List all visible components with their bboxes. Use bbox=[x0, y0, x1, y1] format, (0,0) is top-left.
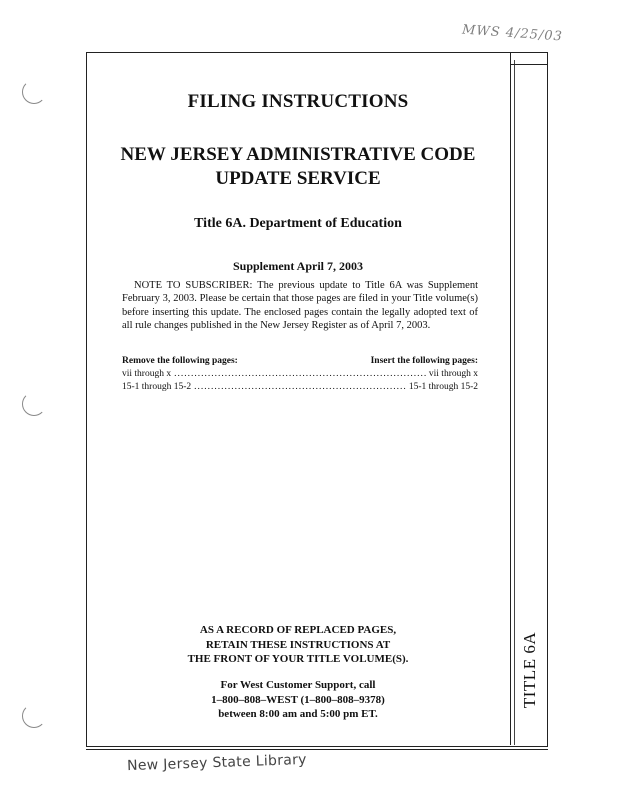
table-header bbox=[122, 355, 478, 368]
table-row bbox=[122, 381, 478, 394]
remove-pages: 15-1 through 15-2 bbox=[122, 382, 192, 392]
title-department: Title 6A. Department of Education bbox=[194, 216, 402, 231]
page-replacement-table bbox=[122, 355, 478, 394]
support-line: For West Customer Support, call bbox=[220, 679, 376, 691]
title-tab-top-rule bbox=[510, 64, 548, 65]
library-stamp: New Jersey State Library bbox=[126, 751, 308, 775]
page-heading: FILING INSTRUCTIONS bbox=[187, 91, 409, 112]
code-title-line-2: UPDATE SERVICE bbox=[215, 168, 381, 189]
page-border-bottom-rule bbox=[86, 749, 548, 750]
leader-dots bbox=[174, 368, 426, 381]
support-hours: between 8:00 am and 5:00 pm ET. bbox=[218, 708, 378, 720]
punch-hole-top bbox=[22, 80, 46, 104]
title-tab-label: TITLE 6A bbox=[520, 631, 540, 709]
customer-support bbox=[100, 678, 496, 722]
title-tab-border bbox=[510, 52, 511, 745]
code-title-line-1: NEW JERSEY ADMINISTRATIVE CODE bbox=[120, 144, 476, 165]
insert-header: Insert the following pages: bbox=[370, 356, 478, 366]
title-tab bbox=[512, 630, 548, 710]
table-row bbox=[122, 368, 478, 381]
note-to-subscriber: NOTE TO SUBSCRIBER: The previous update to Title 6A was Supplement February 3, 2003. Please be certain that those pages are filed in your Title volume(s) before inserting this update. The enclosed pages contain the legally adopted text of all rule changes published in the New Jersey Register as of April 7, 2003. bbox=[122, 280, 478, 331]
remove-pages: vii through x bbox=[122, 369, 172, 379]
insert-pages: 15-1 through 15-2 bbox=[408, 382, 478, 392]
retain-line: RETAIN THESE INSTRUCTIONS AT bbox=[205, 638, 391, 651]
handwritten-initials-date: MWS 4/25/03 bbox=[461, 22, 564, 45]
punch-hole-bottom bbox=[22, 704, 46, 728]
insert-pages: vii through x bbox=[428, 369, 478, 379]
code-title bbox=[100, 143, 496, 191]
remove-header: Remove the following pages: bbox=[122, 356, 238, 366]
support-phone: 1–800–808–WEST (1–800–808–9378) bbox=[211, 693, 385, 706]
leader-dots bbox=[194, 381, 406, 394]
punch-hole-middle bbox=[22, 392, 46, 416]
retain-line: AS A RECORD OF REPLACED PAGES, bbox=[199, 624, 397, 636]
retain-line: THE FRONT OF YOUR TITLE VOLUME(S). bbox=[187, 653, 409, 665]
retain-instructions bbox=[100, 623, 496, 667]
supplement-date: Supplement April 7, 2003 bbox=[232, 259, 364, 273]
